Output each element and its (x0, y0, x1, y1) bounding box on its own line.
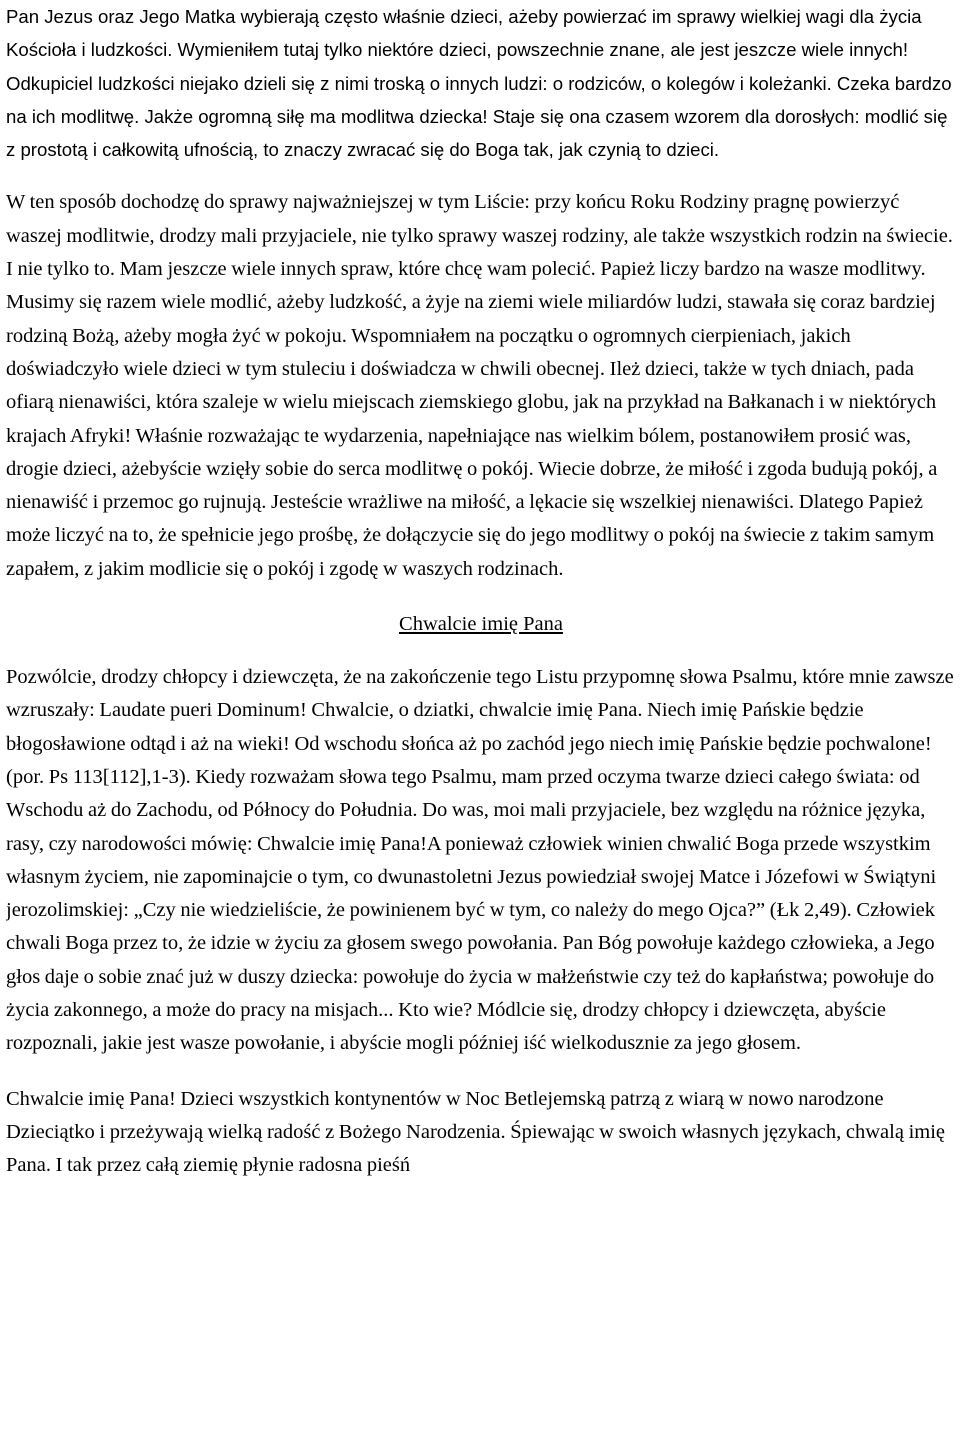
paragraph-christmas: Chwalcie imię Pana! Dzieci wszystkich kontynentów w Noc Betlejemską patrzą z wiarą w nowo narodzone Dzieciątko i przeżywają wielką radość z Bożego Narodzenia. Śpiewając w swoich własnych językach, chwalą imię Pana. I tak przez całą ziemię płynie radosna pieśń (6, 1087, 946, 1177)
document-page (6, 0, 956, 1450)
paragraph-psalm: Pozwólcie, drodzy chłopcy i dziewczęta, że na zakończenie tego Listu przypomnę słowa Psalmu, które mnie zawsze wzruszały: Laudate pueri Dominum! Chwalcie, o dziatki, chwalcie imię Pana. Niech imię Pańskie będzie błogosławione odtąd i aż na wieki! Od wschodu słońca aż po zachód jego niech imię Pańskie będzie pochwalone! (por. Ps 113[112],1-3). Kiedy rozważam słowa tego Psalmu, mam przed oczyma twarze dzieci całego świata: od Wschodu aż do Zachodu, od Północy do Południa. Do was, moi mali przyjaciele, bez względu na różnice języka, rasy, czy narodowości mówię: Chwalcie imię Pana!A ponieważ człowiek winien chwalić Boga przede wszystkim własnym życiem, nie zapominajcie o tym, co dwunastoletni Jezus powiedział swojej Matce i Józefowi w Świątyni jerozolimskiej: „Czy nie wiedzieliście, że powinienem być w tym, co należy do mego Ojca?” (Łk 2,49). Człowiek chwali Boga przez to, że idzie w życiu za głosem swego powołania. Pan Bóg powołuje każdego człowieka, a Jego głos daje o sobie znać już w duszy dziecka: powołuje do życia w małżeństwie czy też do kapłaństwa; powołuje do życia zakonnego, a może do pracy na misjach... Kto wie? Módlcie się, drodzy chłopcy i dziewczęta, abyście rozpoznali, jakie jest wasze powołanie, i abyście mogli później iść wielkodusznie za jego głosem. (6, 666, 954, 1055)
section-heading (6, 608, 956, 641)
paragraph-prayer-request: W ten sposób dochodzę do sprawy najważniejszej w tym Liście: przy końcu Roku Rodziny pragnę powierzyć waszej modlitwie, drodzy mali przyjaciele, nie tylko sprawy waszej rodziny, ale także wszystkich rodzin na świecie. I nie tylko to. Mam jeszcze wiele innych spraw, które chcę wam polecić. Papież liczy bardzo na wasze modlitwy. Musimy się razem wiele modlić, ażeby ludzkość, a żyje na ziemi wiele miliardów ludzi, stawała się coraz bardziej rodziną Bożą, ażeby mogła żyć w pokoju. Wspomniałem na początku o ogromnych cierpieniach, jakich doświadczyło wiele dzieci w tym stuleciu i doświadcza w chwili obecnej. Ileż dzieci, także w tych dniach, pada ofiarą nienawiści, która szaleje w wielu miejscach ziemskiego globu, jak na przykład na Bałkanach i w niektórych krajach Afryki! Właśnie rozważając te wydarzenia, napełniające nas wielkim bólem, postanowiłem prosić was, drogie dzieci, ażebyście wzięły sobie do serca modlitwę o pokój. Wiecie dobrze, że miłość i zgoda budują pokój, a nienawiść i przemoc go rujnują. Jesteście wrażliwe na miłość, a lękacie się wszelkiej nienawiści. Dlatego Papież może liczyć na to, że spełnicie jego prośbę, że dołączycie się do jego modlitwy o pokój na świecie z takim samym zapałem, z jakim modlicie się o pokój i zgodę w waszych rodzinach. (6, 191, 953, 580)
paragraph-intro: Pan Jezus oraz Jego Matka wybierają często właśnie dzieci, ażeby powierzać im sprawy wielkiej wagi dla życia Kościoła i ludzkości. Wymieniłem tutaj tylko niektóre dzieci, powszechnie znane, ale jest jeszcze wiele innych! Odkupiciel ludzkości niejako dzieli się z nimi troską o innych ludzi: o rodziców, o kolegów i koleżanki. Czeka bardzo na ich modlitwę. Jakże ogromną siłę ma modlitwa dziecka! Staje się ona czasem wzorem dla dorosłych: modlić się z prostotą i całkowitą ufnością, to znaczy zwracać się do Boga tak, jak czynią to dzieci. (6, 6, 952, 161)
section-heading-text: Chwalcie imię Pana (399, 613, 563, 636)
